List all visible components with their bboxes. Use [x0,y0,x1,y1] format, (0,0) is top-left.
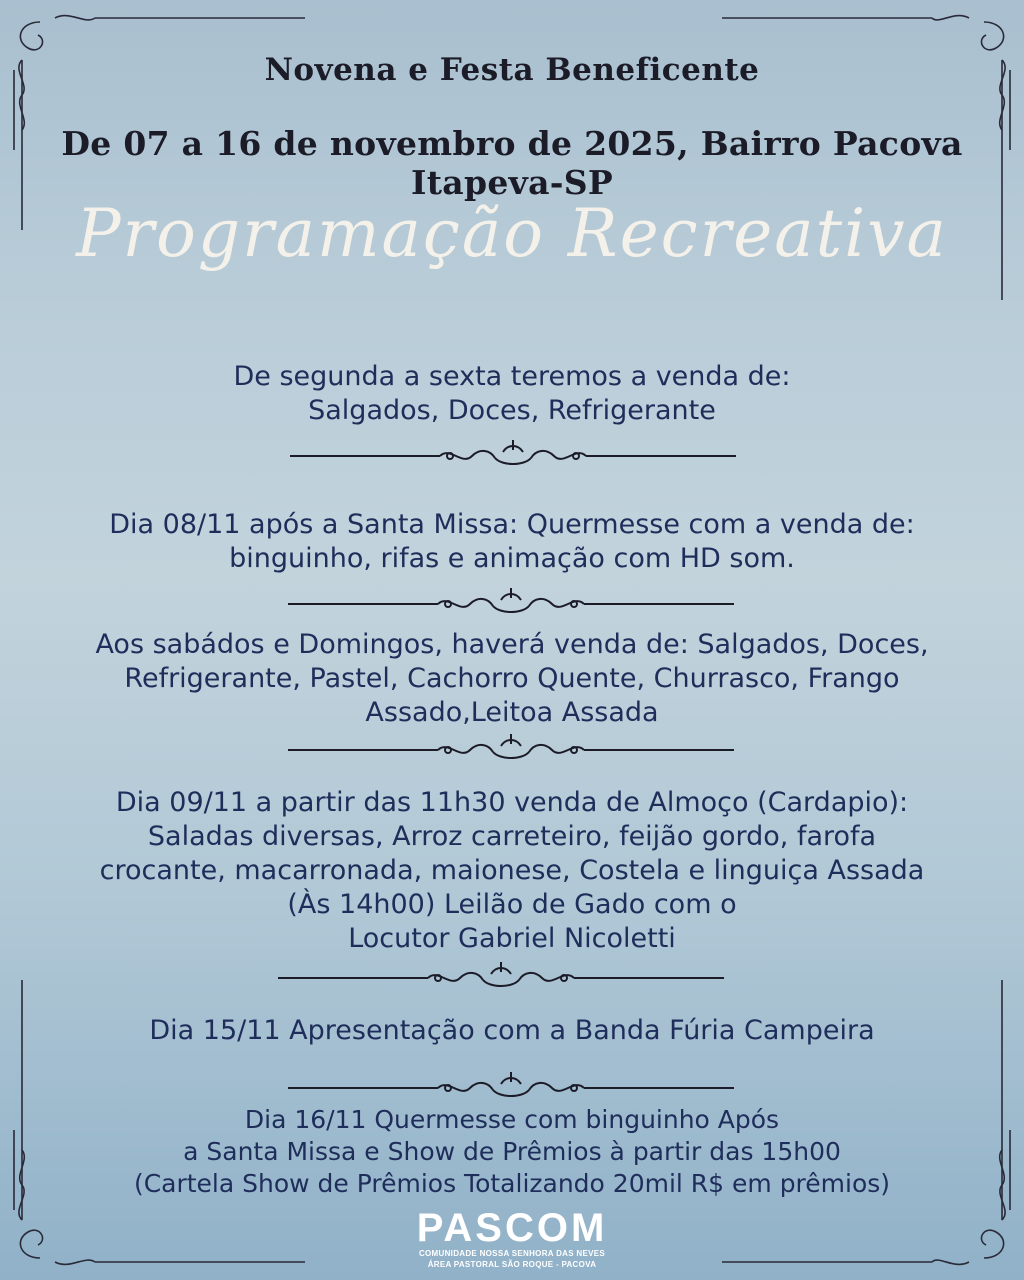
section-line: De segunda a sexta teremos a venda de: [233,361,791,392]
ornament-divider [288,730,734,770]
ornament-divider [288,584,734,624]
section-weekend-sales [40,628,984,730]
ornament-divider [290,436,736,476]
section-line: (Às 14h00) Leilão de Gado com o [287,889,737,920]
section-line: Refrigerante, Pastel, Cachorro Quente, Churrasco, Frango [124,663,900,694]
section-line: a Santa Missa e Show de Prêmios à partir das 15h00 [183,1137,841,1166]
program-heading: Programação Recreativa [76,195,948,272]
section-line: Saladas diversas, Arroz carreteiro, feijão gordo, farofa [147,821,877,852]
section-day-16 [40,1104,984,1200]
event-dates-location: De 07 a 16 de novembro de 2025, Bairro Pacova Itapeva-SP [61,124,963,202]
section-line: Assado,Leitoa Assada [365,697,659,728]
ornament-divider [288,1068,734,1108]
event-title: Novena e Festa Beneficente [264,52,760,88]
pascom-logo [412,1208,612,1270]
section-day-08 [40,508,984,576]
section-line: Dia 15/11 Apresentação com a Banda Fúria Campeira [149,1015,875,1046]
section-line: Locutor Gabriel Nicoletti [348,923,676,954]
logo-name: PASCOM [416,1206,608,1250]
section-day-15 [40,1014,984,1048]
logo-pastoral-area: ÁREA PASTORAL SÃO ROQUE - PACOVA [427,1260,597,1269]
section-line: Dia 09/11 a partir das 11h30 venda de Almoço (Cardapio): [115,787,909,818]
section-weekday-sales [40,360,984,428]
section-line: Dia 08/11 após a Santa Missa: Quermesse com a venda de: [109,509,915,540]
section-line: Salgados, Doces, Refrigerante [308,395,716,426]
ornament-divider [278,958,724,998]
section-line: (Cartela Show de Prêmios Totalizando 20mil R$ em prêmios) [133,1169,891,1198]
section-day-09 [40,786,984,956]
section-line: Dia 16/11 Quermesse com binguinho Após [244,1105,780,1134]
section-line: Aos sabádos e Domingos, haverá venda de: Salgados, Doces, [95,629,929,660]
logo-community: COMUNIDADE NOSSA SENHORA DAS NEVES [418,1249,606,1258]
section-line: binguinho, rifas e animação com HD som. [229,543,795,574]
section-line: crocante, macarronada, maionese, Costela e linguiça Assada [99,855,925,886]
